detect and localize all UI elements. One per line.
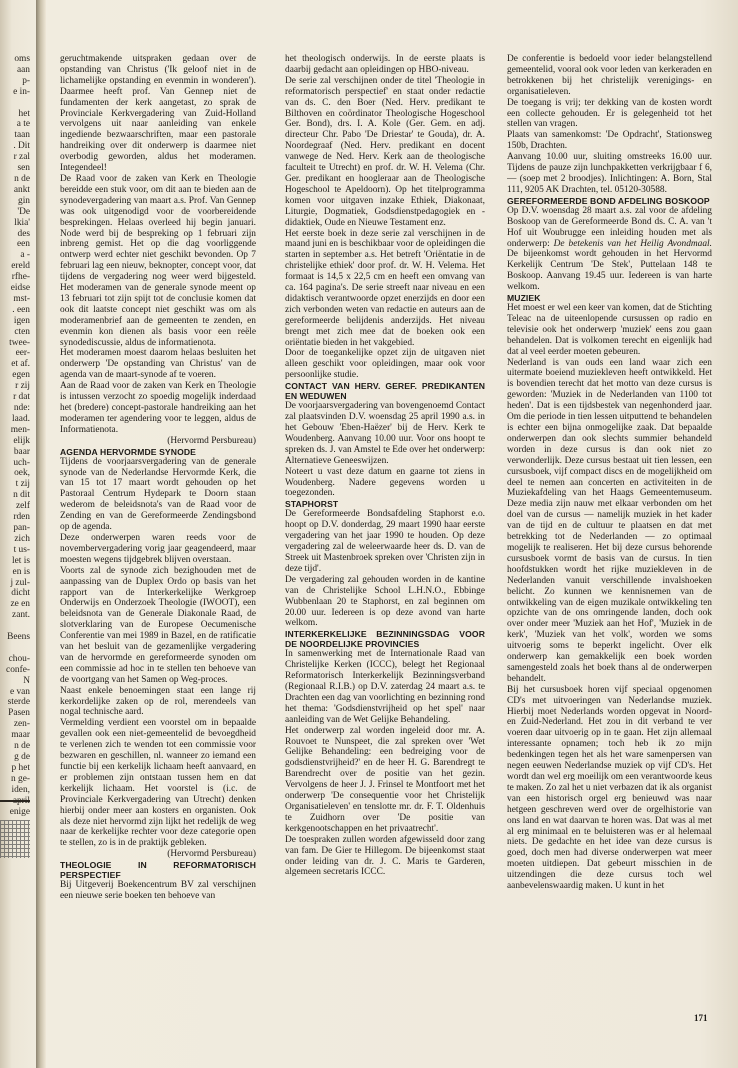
left-page-fragment: j zul- xyxy=(10,577,30,588)
left-page-fragment: zen- xyxy=(13,719,30,730)
section-heading: AGENDA HERVORMDE SYNODE xyxy=(60,446,196,457)
paragraph: Het onderwerp zal worden ingeleid door mr. A. Rouvoet te Nunspeet, die zal spreken over 'Wet Gelijke Behandeling: een bedreiging voor de godsdienstvrijheid?' en de heer H. G. Barendregt te Barendrecht over de positie van het gezin. Vervolgens de heer J. J. Frinsel te Montfoort met het onderwerp 'De consequentie voor het Christelijk Organisatieleven' en tenslotte mr. dr. F. T. Oldenhuis te Zuidhorn over 'De positie van kerkgenootschappen en het privaatrecht'. xyxy=(285,725,485,834)
paragraph: Plaats van samenkomst: 'De Opdracht', Stationsweg 150b, Drachten. xyxy=(507,130,712,152)
left-page-fragment: r zal xyxy=(13,152,30,163)
paragraph: De toegang is vrij; ter dekking van de kosten wordt een collecte gehouden. Er is gelegenheid tot het stellen van vragen. xyxy=(507,97,712,130)
left-page-fragment: igen xyxy=(13,315,30,326)
left-page-fragment: dicht xyxy=(11,588,30,599)
paragraph: Vermelding verdient een voorstel om in bepaalde gevallen ook een niet-gemeentelid de bevoegdheid te verlenen zich te wenden tot een commissie voor bezwaren en geschillen, nl. wanneer zo iemand een functie bij een kerkelijk lichaam heeft aanvaard, en er problemen zijn ontstaan tussen hem en dat kerkelijk lichaam. Het voorstel is (i.c. de Provinciale Kerkvergadering van Utrecht) denken hierbij onder meer aan kosters en organisten. Ook als deze niet hervormd zijn lijkt het redelijk de weg naar de kerkelijke rechter voor deze categorie open te stellen, zo is in de praktijk gebleken. xyxy=(60,718,256,849)
left-page-fragment xyxy=(0,643,30,654)
column-2 xyxy=(285,54,485,878)
section-heading: MUZIEK xyxy=(507,293,541,304)
paragraph: Bij Uitgeverij Boekencentrum BV zal verschijnen een nieuwe serie boeken ten behoeve van xyxy=(60,880,256,902)
paragraph: Aanvang 10.00 uur, sluiting omstreeks 16.00 uur. Tijdens de pauze zijn lunchpakketten verkrijgbaar f 6,— (soep met 2 broodjes). Inlichtingen: A. Born, Stal 111, 9205 AK Drachten, tel. 05120-30588. xyxy=(507,152,712,195)
credit-line: (Hervormd Persbureau) xyxy=(167,435,256,446)
left-page-fragment: zant. xyxy=(12,610,30,621)
left-page-fragment: p- xyxy=(22,75,30,86)
paragraph: Aan de Raad voor de zaken van Kerk en Theologie is intussen verzocht zo spoedig mogelijk inderdaad het (bredere) concept-pastorale handreiking aan het moderamen ter agendering voor te leggen, aldus de Informatienota. xyxy=(60,381,256,435)
paragraph: geruchtmakende uitspraken gedaan over de opstanding van Christus ('Ik geloof niet in de lichamelijke opstanding en evenmin in wonderen'). Daarmee heeft prof. Van Gennep niet de fundamenten der kerk aangetast, zo sprak de Provinciale Kerkvergadering van Zuid-Holland vervolgens uit naar aanleiding van enkele ingediende bezwaarschriften, maar een pastorale handreiking over dit onderwerp is daarmee niet overbodig geworden, aldus het moderamen. Integendeel! xyxy=(60,54,256,174)
left-page-fragment: het xyxy=(18,108,30,119)
section-heading: INTERKERKELIJKE BEZINNINGSDAG VOOR DE NOORDELIJKE PROVINCIES xyxy=(285,629,485,650)
divider-line xyxy=(0,800,30,802)
left-page-fragment: egen xyxy=(12,370,30,381)
left-page-fragment: r dat xyxy=(13,392,30,403)
paragraph: Het eerste boek in deze serie zal verschijnen in de maand juni en is beschikbaar voor de opleidingen die starten in september a.s. Het betreft 'Oriëntatie in de christelijke ethiek' door prof. dr. W. H. Velema. Het formaat is 14,5 x 22,5 cm en heeft een omvang van ca. 164 pagina's. De serie streeft naar niveau en een didaktisch verantwoorde opzet enerzijds en door een zich verbonden weten van redactie en auteurs aan de gereformeerde belijdenis anderzijds. Het niveau brengt met zich mee dat de boeken ook een oriëntatie bieden in het vakgebied. xyxy=(285,228,485,348)
left-page-fragment: r zij xyxy=(15,381,30,392)
left-page-fragment: confe- xyxy=(6,664,30,675)
paragraph: De toespraken zullen worden afgewisseld door zang van fam. De Gier te Hillegom. De bijeenkomst staat onder leiding van dr. J. C. Maris te Garderen, algemeen secretaris ICCC. xyxy=(285,834,485,878)
section-heading: GEREFORMEERDE BOND AFDELING BOSKOOP xyxy=(507,195,710,206)
left-page-fragment xyxy=(0,621,30,632)
left-page-fragment: laad. xyxy=(12,413,30,424)
paragraph: het theologisch onderwijs. In de eerste plaats is daarbij gedacht aan opleidingen op HBO-niveau. xyxy=(285,54,485,75)
left-page-fragment: iden, xyxy=(11,784,30,795)
left-page-fragment: lkia' xyxy=(14,217,30,228)
left-page-fragment: g de xyxy=(14,752,30,762)
paragraph: Bij het cursusboek horen vijf speciaal opgenomen CD's met uitvoeringen van Nederlandse muziek. Hierbij moet Nederlands worden opgevat in Noord- en Zuid-Nederland. Het zou in dit verband te ver voeren daar uitvoerig op in te gaan. Het zijn allemaal interessante opnamen; toch heb ik zo mijn bedenkingen tegen het als het ware samenpersen van negen eeuwen Nederlandse muziek op vijf CD's. Het wordt dan wel erg moeilijk om een verantwoorde keus te maken. Zo zal het u niet verbazen dat ik als organist van een historisch orgel erg benieuwd was naar hetgeen geschreven werd over de orgelhistorie van ons land en wat daarvan te horen was. Dat was al met al erg minimaal en te beluisteren was er al helemaal niets. De gedachte en het idee van deze cursus is goed, doch men had diverse onderwerpen wat meer moeten uitdiepen. Dat gebeurt misschien in de uitzendingen die deze cursus toch wel aanbevelenswaardig maken. U kunt in het xyxy=(507,684,712,892)
column-1 xyxy=(60,54,256,902)
left-page-fragment: een xyxy=(16,239,30,250)
left-page-fragment: . Dit xyxy=(13,141,30,152)
left-page-fragment: n dit xyxy=(13,490,30,501)
left-page-fragment: a - xyxy=(20,250,30,261)
left-page-fragment: t us- xyxy=(13,544,30,555)
left-page-fragment: aan xyxy=(16,64,30,75)
left-page-fragment: . een xyxy=(12,304,30,315)
section-heading: CONTACT VAN HERV. GEREF. PREDIKANTEN EN WEDUWEN xyxy=(285,381,485,402)
paragraph: Nederland is van ouds een land waar zich een uitermate boeiend muziekleven heeft ontwikkeld. Het is bovendien terecht dat het motto van deze cursus is geworden: 'Muziek in de Nederlanden van 1100 tot heden'. Dat is een tijdsbestek van negenhonderd jaar. Om die periode in tien lessen uitputtend te behandelen is echter een bijna onmogelijke zaak. Dat bepaalde onderwerpen dan ook slechts summier behandeld worden in deze cursus is dan ook niet zo verwonderlijk. Deze cursus bestaat uit tien lessen, een cursusboek, vijf compact discs en de mogelijkheid om deel te nemen aan concerten en activiteiten in de Muziekafdeling van het Haags Gemeentemuseum. Deze media zijn nauw met elkaar verbonden om het doel van de cursus — namelijk muziek in het kader van de tijd en de cultuur te plaatsen en dat met betrekking tot de Nederlanden — zo optimaal mogelijk te realiseren. Het bij deze cursus behorende cursusboek vormt de basis van de cursus. In tien hoofdstukken wordt het rijke muziekleven in de Nederlanden vanuit verschillende invalshoeken belicht. Zo kunnen we kennisnemen van de ontwikkeling van de eigen muzikale ontwikkeling ten opzichte van de ons omringende landen, doch ook over onder meer 'Muziek aan het Hof', 'Muziek in de kerk', 'Muziek van het volk', worden we soms uitvoerig soms te beperkt ingelicht. Over elk onderwerp kan gemakkelijk een boek worden samengesteld zoals het boek thans al de onderwerpen behandelt. xyxy=(507,357,712,684)
paragraph: De conferentie is bedoeld voor ieder belangstellend gemeentelid, vooral ook voor leden van kerkeraden en betrokkenen bij het christelijk verenigings- en organisatieleven. xyxy=(507,54,712,97)
section-heading: STAPHORST xyxy=(285,499,339,510)
left-page-fragment: oek, xyxy=(14,468,30,479)
grid-ornament xyxy=(0,820,30,858)
left-page-fragment: uch- xyxy=(13,457,30,468)
left-page-fragment: rden xyxy=(13,512,30,523)
left-page-fragment: Pasen xyxy=(8,708,30,719)
left-page-fragment: gin xyxy=(18,195,30,206)
left-page-fragment: a te xyxy=(16,119,30,130)
paragraph: Naast enkele benoemingen staat een lange rij kerkordelijke zaken op de rol, merendeels van nogal technische aard. xyxy=(60,685,256,718)
paragraph xyxy=(507,206,712,293)
left-page-fragment: ze en xyxy=(10,599,30,610)
paragraph: Noteert u vast deze datum en gaarne tot ziens in Woudenberg. Nadere gegevens worden u toegezonden. xyxy=(285,466,485,499)
paragraph: De Gereformeerde Bondsafdeling Staphorst e.o. hoopt op D.V. donderdag, 29 maart 1990 haar eerste vergadering van het jaar 1990 te houden. Op deze vergadering zal de weleerwaarde heer ds. D. van de Streek uit Mastenbroek spreken over 'Christen zijn in deze tijd'. xyxy=(285,509,485,574)
left-page-fragment: ereld xyxy=(11,261,30,272)
left-page-fragment: en is xyxy=(12,566,30,577)
left-page-fragment: e van xyxy=(9,686,30,697)
paragraph: Het moderamen moest daarom helaas besluiten het onderwerp 'De opstanding van Christus' van de agenda van de maart-synode af te voeren. xyxy=(60,348,256,381)
left-page-fragment: e in- xyxy=(13,86,30,97)
left-page-fragment: maar xyxy=(11,730,30,741)
left-page-fragment: twee- xyxy=(9,337,30,348)
left-page-fragment: enige xyxy=(9,806,30,817)
left-page-fragment-column xyxy=(0,54,30,817)
page-number: 171 xyxy=(694,1013,708,1023)
left-page-fragment: eidse xyxy=(10,283,30,294)
left-page-fragment: rfhe- xyxy=(11,272,30,283)
paragraph: In samenwerking met de Internationale Raad van Christelijke Kerken (ICCC), belegt het Regionaal Reformatorisch Interkerkelijk Bezinningsverband (Regionaal R.I.B.) op D.V. zaterdag 24 maart a.s. te Drachten een dag van voorlichting en bezinning rond het thema: 'Godsdienstvrijheid op het spel' naar aanleiding van de Wet Gelijke Behandeling. xyxy=(285,649,485,725)
italic-title: De betekenis van het Heilig Avondmaal. xyxy=(553,238,712,249)
left-page-fragment: p het xyxy=(11,762,30,773)
paragraph: De serie zal verschijnen onder de titel 'Theologie in reformatorisch perspectief' en staat onder redactie van ds. C. den Boer (Ned. Herv. predikant te Bilthoven en coördinator Theologische Hogeschool Ger. Bond), drs. I. A. Kole (Ger. Gem. en adj. directeur Chr. Pabo 'De Driestar' te Gouda), dr. A. Noordegraaf (Ned. Herv. predikant en docent vanwege de Ned. Herv. Kerk aan de theologische faculteit te Utrecht) en prof. dr. W. H. Velema (Chr. Ger. predikant en hoogleraar aan de Theologische Hogeschool te Apeldoorn). Op het titelprogramma komen voor uitgaven inzake Ethiek, Diakonaat, Liturgie, Dogmatiek, Godsdienstpedagogiek en -didaktiek, Oude en Nieuwe Testament enz. xyxy=(285,75,485,228)
left-page-fragment: n de xyxy=(14,741,30,752)
paragraph: Voorts zal de synode zich bezighouden met de aanpassing van de Duplex Ordo op basis van het rapport van de Interkerkelijke Werkgroep Onderwijs en Onderzoek Theologie (IWOOT), een beleidsnota van de Generale Diakonale Raad, de slotverklaring van de Europese Oecumenische Conferentie van mei 1989 in Bazel, en de ratificatie van het besluit van de gezamenlijke vergadering van de hervormde en gereformeerde synoden om een commissie ad hoc in te stellen ten behoeve van de voortgang van het Samen op Weg-proces. xyxy=(60,565,256,685)
left-page-fragment: men- xyxy=(10,424,30,435)
credit-line: (Hervormd Persbureau) xyxy=(167,849,256,860)
left-page-fragment: pan- xyxy=(13,522,30,533)
paragraph: Deze onderwerpen waren reeds voor de novembervergadering vorig jaar geagendeerd, maar moesten wegens tijdgebrek blijven overstaan. xyxy=(60,532,256,565)
left-page-fragment: chou- xyxy=(8,653,30,664)
left-page-fragment: nde: xyxy=(13,403,30,413)
left-page-fragment: cten xyxy=(14,326,30,337)
left-page-fragment: N xyxy=(23,675,30,686)
left-page-fragment: ankt xyxy=(13,184,30,195)
column-3 xyxy=(507,54,712,892)
page-spine-shadow xyxy=(36,0,46,1068)
paragraph: Tijdens de voorjaarsvergadering van de generale synode van de Nederlandse Hervormde Kerk, die van 15 tot 17 maart wordt gehouden op het Pastoraal Centrum Hydepark te Doorn staan wederom de beleidsnota's van de Raad voor de Zending en van de Gereformeerde Zendingsbond op de agenda. xyxy=(60,456,256,533)
left-page-fragment: elijk xyxy=(13,435,30,446)
left-page-fragment: eer- xyxy=(15,348,30,359)
left-page-fragment: Beens xyxy=(7,632,30,643)
left-page-fragment: zich xyxy=(14,533,30,544)
left-page-fragment: t zij xyxy=(15,479,30,490)
left-page-fragment xyxy=(0,98,30,109)
text-run: De bijeenkomst wordt gehouden in het Hervormd Kerkelijk Centrum 'De Stek', Puttelaan 148 te Boskoop. Aanvang 19.45 uur. Iedereen is van harte welkom. xyxy=(507,249,712,293)
left-page-fragment: n ge- xyxy=(10,773,30,784)
left-page-fragment: 'De xyxy=(17,206,30,217)
left-page-fragment: des xyxy=(17,228,30,239)
paragraph: De Raad voor de zaken van Kerk en Theologie bereidde een stuk voor, om dit aan te bieden aan de synodevergadering van maart a.s. Prof. Van Gennep was ook uitgenodigd voor de voorbereidende besprekingen. Helaas overleed hij begin januari. Node werd bij de bespreking op 1 februari zijn inbreng gemist. Het op die dag voorliggende ontwerp werd echter niet geschikt bevonden. Op 7 februari lag een nieuw, beknopter, concept voor, dat tijdens de vergadering nog weer werd bijgesteld. Het moderamen van de generale synode meent op 13 februari tot zijn spijt tot de conclusie komen dat ook dit laatste concept niet geschikt was om als moderamenbrief aan de gemeenten te zenden, en evenmin kon dienen als basis voor een reële synodediscussie, aldus de informatienota. xyxy=(60,173,256,348)
left-page-fragment: baar xyxy=(13,446,30,457)
left-page-fragment: n de xyxy=(14,173,30,184)
left-page-fragment: zelf xyxy=(15,501,30,512)
section-heading: THEOLOGIE IN REFORMATORISCH PERSPECTIEF xyxy=(60,860,256,881)
left-page-fragment: sen xyxy=(17,163,30,174)
paragraph: Door de toegankelijke opzet zijn de uitgaven niet alleen geschikt voor opleidingen, maar ook voor persoonlijke studie. xyxy=(285,348,485,381)
paragraph: De voorjaarsvergadering van bovengenoemd Contact zal plaatsvinden D.V. woensdag 25 april 1990 a.s. in het Gebouw 'Eben-Haëzer' bij de Herv. Kerk te Woudenberg. Aanvang 10.00 uur. Voor ons hoopt te spreken ds. J. van Amstel te Ede over het onderwerp: Alternatieve Geneeswijzen. xyxy=(285,401,485,466)
left-page-fragment: oms xyxy=(14,54,30,64)
text-run: Op D.V. woensdag 28 maart a.s. zal voor de afdeling Boskoop van de Gereformeerde Bond ds. C. A. van 't Hof uit Woubrugge een inleiding houden met als onderwerp: xyxy=(507,205,712,249)
left-page-fragment: mst- xyxy=(13,293,30,304)
paragraph: De vergadering zal gehouden worden in de kantine van de Christelijke School L.H.N.O., Ebbinge Wubbenlaan 20 te Staphorst, en zal beginnen om 20.00 uur. Iedereen is op deze avond van harte welkom. xyxy=(285,574,485,629)
paragraph: Het moest er wel een keer van komen, dat de Stichting Teleac na de uiteenlopende cursussen op radio en televisie ook het onderwerp 'muziek' eens zou gaan behandelen. Dat is volkomen terecht en eigenlijk had dat al veel eerder moeten gebeuren. xyxy=(507,303,712,357)
left-page-fragment: et af. xyxy=(11,359,30,370)
left-page-fragment: sterde xyxy=(7,697,30,708)
left-page-fragment: let is xyxy=(12,555,30,566)
left-page-fragment: taan xyxy=(14,130,30,141)
